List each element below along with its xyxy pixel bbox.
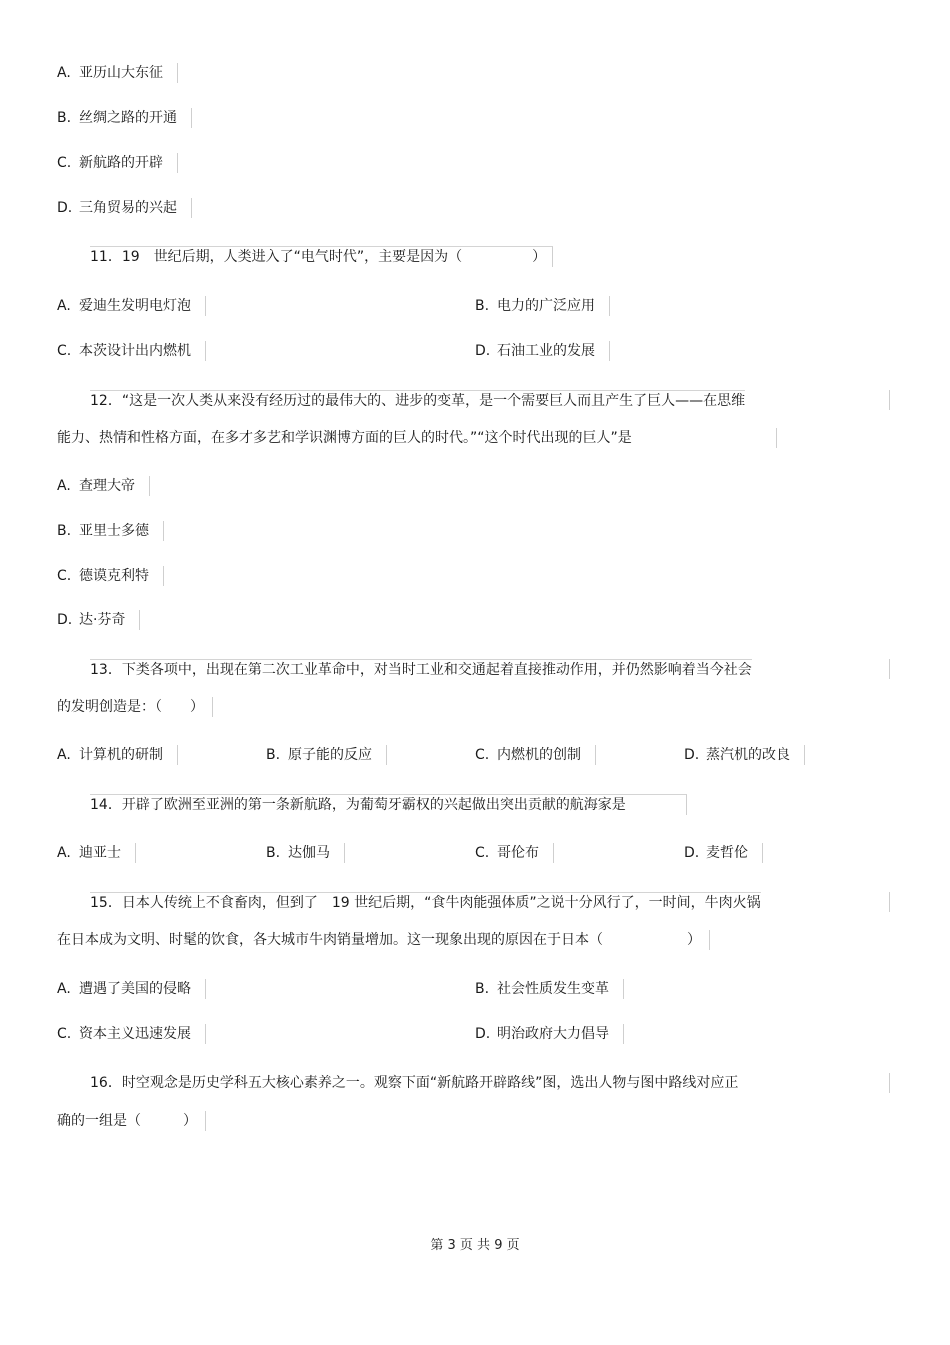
- page-footer: 第 3 页 共 9 页: [430, 1238, 520, 1253]
- q11-stem: 11．19 世纪后期，人类进入了“电气时代”，主要是因为（ ）: [90, 246, 553, 267]
- option-letter: A.: [57, 981, 71, 997]
- q16-stem-line1: 16．时空观念是历史学科五大核心素养之一。观察下面“新航路开辟路线”图，选出人物与图中路线对应正: [90, 1075, 739, 1091]
- option-text: 本茨设计出内燃机: [79, 343, 191, 359]
- option-text: 电力的广泛应用: [497, 298, 595, 314]
- option-letter: D.: [684, 747, 700, 763]
- q14-option-b[interactable]: [266, 843, 345, 863]
- divider: [889, 390, 890, 410]
- option-text: 亚里士多德: [79, 523, 149, 539]
- q15-option-a[interactable]: [57, 979, 206, 999]
- option-text: 原子能的反应: [288, 747, 372, 763]
- q12-option-b[interactable]: [57, 521, 164, 541]
- divider: [776, 428, 777, 448]
- option-text: 明治政府大力倡导: [497, 1026, 609, 1042]
- divider: [889, 892, 890, 912]
- option-text: 内燃机的创制: [497, 747, 581, 763]
- option-letter: A.: [57, 65, 71, 81]
- q13-option-a[interactable]: [57, 745, 178, 765]
- q13-stem-line2: 的发明创造是：（ ）: [57, 697, 213, 717]
- q15-option-b[interactable]: [475, 979, 624, 999]
- q12-option-c[interactable]: [57, 566, 164, 586]
- option-letter: D.: [57, 200, 73, 216]
- option-letter: B.: [266, 845, 281, 861]
- option-text: 计算机的研制: [79, 747, 163, 763]
- option-letter: B.: [475, 981, 490, 997]
- q12-option-a[interactable]: [57, 476, 150, 496]
- q11-option-d[interactable]: [475, 341, 610, 361]
- option-text: 社会性质发生变革: [497, 981, 609, 997]
- option-text: 迪亚士: [79, 845, 121, 861]
- option-text: 达伽马: [288, 845, 330, 861]
- option-text: 爱迪生发明电灯泡: [79, 298, 191, 314]
- option-letter: A.: [57, 298, 71, 314]
- option-letter: B.: [475, 298, 490, 314]
- option-letter: D.: [684, 845, 700, 861]
- option-text: 麦哲伦: [706, 845, 748, 861]
- option-text: 资本主义迅速发展: [79, 1026, 191, 1042]
- option-letter: C.: [475, 747, 490, 763]
- q11-option-c[interactable]: [57, 341, 206, 361]
- option-letter: A.: [57, 478, 71, 494]
- option-text: 丝绸之路的开通: [79, 110, 177, 126]
- q13-option-d[interactable]: [684, 745, 805, 765]
- q13-stem-line1: 13．下类各项中，出现在第二次工业革命中，对当时工业和交通起着直接推动作用，并仍然影响着当今社会: [90, 659, 752, 680]
- q14-option-c[interactable]: [475, 843, 554, 863]
- option-letter: C.: [57, 568, 72, 584]
- q13-option-c[interactable]: [475, 745, 596, 765]
- q15-stem-line2: 在日本成为文明、时髦的饮食，各大城市牛肉销量增加。这一现象出现的原因在于日本（ ）: [57, 930, 710, 950]
- q14-option-d[interactable]: [684, 843, 763, 863]
- option-text: 石油工业的发展: [497, 343, 595, 359]
- divider: [889, 659, 890, 679]
- q15-stem-line1: 15．日本人传统上不食畜肉，但到了 19 世纪后期，“食牛肉能强体质”之说十分风行了，一时间，牛肉火锅: [90, 892, 761, 913]
- q11-option-b[interactable]: [475, 296, 610, 316]
- q13-option-b[interactable]: [266, 745, 387, 765]
- option-letter: D.: [475, 1026, 491, 1042]
- option-letter: C.: [57, 155, 72, 171]
- option-text: 遭遇了美国的侵略: [79, 981, 191, 997]
- q14-stem: 14．开辟了欧洲至亚洲的第一条新航路，为葡萄牙霸权的兴起做出突出贡献的航海家是: [90, 794, 687, 815]
- option-letter: B.: [57, 523, 72, 539]
- option-text: 哥伦布: [497, 845, 539, 861]
- q12-option-d[interactable]: [57, 610, 140, 630]
- q11-option-a[interactable]: [57, 296, 206, 316]
- option-letter: C.: [57, 343, 72, 359]
- option-letter: B.: [266, 747, 281, 763]
- q10-option-c[interactable]: [57, 153, 178, 173]
- divider: [889, 1073, 890, 1093]
- option-letter: C.: [475, 845, 490, 861]
- option-text: 查理大帝: [79, 478, 135, 494]
- option-letter: D.: [57, 612, 73, 628]
- option-letter: A.: [57, 845, 71, 861]
- q16-stem-line2: 确的一组是（ ）: [57, 1111, 206, 1131]
- q10-option-b[interactable]: [57, 108, 192, 128]
- q12-stem-line1: 12．“这是一次人类从来没有经历过的最伟大的、进步的变革，是一个需要巨人而且产生了巨人——在思维: [90, 390, 745, 411]
- q14-option-a[interactable]: [57, 843, 136, 863]
- option-text: 新航路的开辟: [79, 155, 163, 171]
- option-letter: B.: [57, 110, 72, 126]
- option-text: 达·芬奇: [79, 612, 126, 628]
- option-letter: C.: [57, 1026, 72, 1042]
- option-letter: A.: [57, 747, 71, 763]
- q10-option-d[interactable]: [57, 198, 192, 218]
- option-text: 三角贸易的兴起: [79, 200, 177, 216]
- q10-option-a[interactable]: [57, 63, 178, 83]
- q12-stem-line2: 能力、热情和性格方面，在多才多艺和学识渊博方面的巨人的时代。”“这个时代出现的巨人”是: [57, 430, 632, 446]
- option-text: 蒸汽机的改良: [706, 747, 790, 763]
- option-text: 亚历山大东征: [79, 65, 163, 81]
- q15-option-d[interactable]: [475, 1024, 624, 1044]
- option-letter: D.: [475, 343, 491, 359]
- q15-option-c[interactable]: [57, 1024, 206, 1044]
- option-text: 德谟克利特: [79, 568, 149, 584]
